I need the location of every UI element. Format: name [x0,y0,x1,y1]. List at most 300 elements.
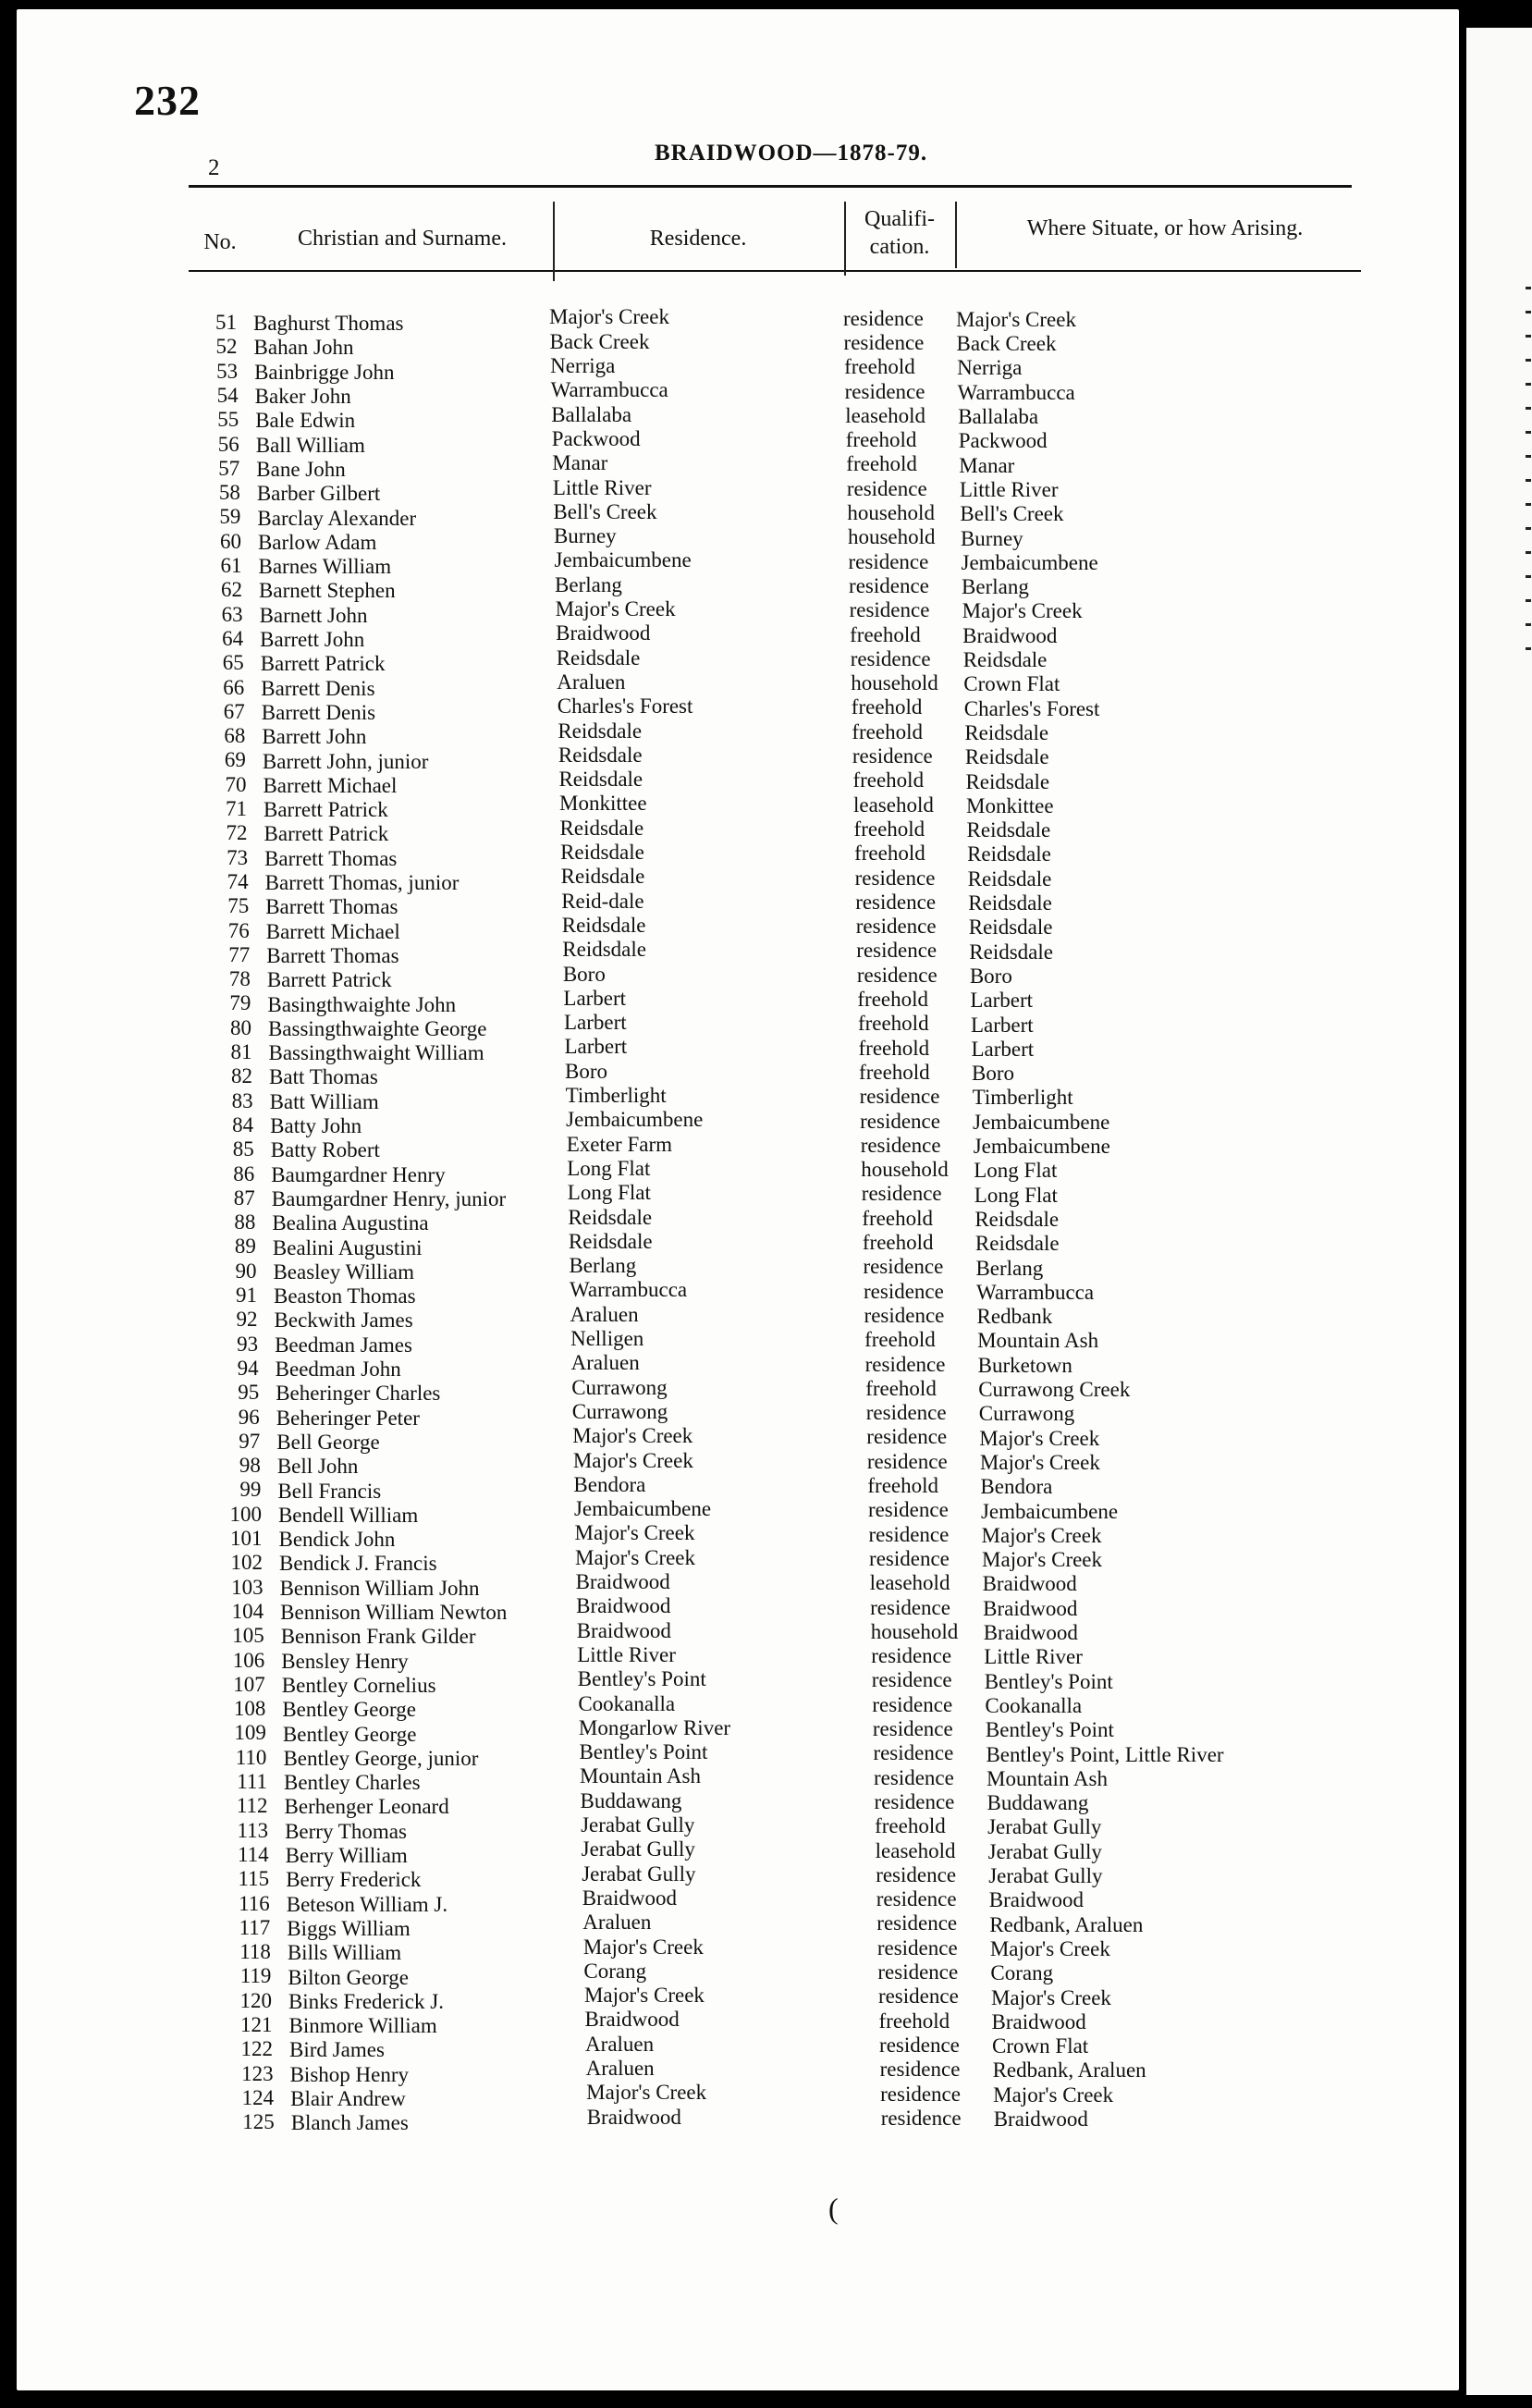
cell-no: 115 [238,1867,270,1891]
cell-no: 96 [238,1405,260,1429]
cell-qualification: residence [880,2106,962,2130]
cell-no: 86 [233,1161,255,1186]
cell-qualification: residence [850,646,931,670]
cell-name: Bentley George [282,1698,416,1722]
cell-no: 58 [218,481,240,505]
cell-no: 116 [239,1891,270,1915]
cell-name: Barnett John [259,603,368,627]
cell-name: Bishop Henry [289,2062,410,2086]
cell-name: Ball William [255,433,365,457]
cell-where: Mountain Ash [977,1329,1099,1353]
cell-where: Major's Creek [993,2082,1114,2107]
cell-residence: Braidwood [586,2105,681,2129]
cell-residence: Long Flat [567,1181,651,1205]
cell-name: Beckwith James [274,1308,413,1333]
cell-no: 111 [237,1770,267,1793]
cell-no: 122 [240,2037,274,2061]
cell-qualification: residence [879,2033,960,2057]
cell-where: Monkittee [966,793,1054,817]
cell-residence: Burney [553,524,617,548]
cell-residence: Major's Creek [572,1448,693,1472]
cell-where: Jerabat Gully [987,1839,1102,1863]
cell-no: 59 [219,505,241,529]
cell-name: Bainbrigge John [254,360,395,384]
cell-no: 119 [239,1964,272,1988]
cell-qualification: freehold [851,695,923,719]
cell-no: 99 [239,1478,262,1502]
cell-where: Bentley's Point, Little River [986,1742,1224,1766]
cell-residence: Braidwood [575,1570,670,1593]
cell-qualification: residence [844,379,925,403]
cell-residence: Major's Creek [574,1521,695,1545]
cell-no: 108 [233,1697,266,1721]
cell-no: 85 [232,1137,254,1161]
cell-no: 52 [215,335,238,359]
cell-no: 54 [216,383,239,407]
cell-no: 117 [239,1915,271,1939]
cell-qualification: residence [873,1741,954,1765]
cell-residence: Buddawang [580,1788,682,1812]
cell-no: 88 [234,1210,256,1235]
cell-no: 56 [217,432,239,456]
cell-qualification: residence [848,549,929,573]
cell-residence: Corang [583,1959,647,1983]
cell-residence: Mountain Ash [580,1764,701,1788]
cell-where: Major's Creek [956,307,1076,331]
cell-qualification: residence [860,1133,941,1157]
cell-qualification: residence [864,1352,946,1376]
cell-where: Braidwood [991,2009,1086,2033]
cell-no: 67 [223,699,245,723]
cell-name: Bale Edwin [255,409,356,433]
cell-residence: Jerabat Gully [582,1861,696,1886]
cell-qualification: freehold [852,719,923,743]
cell-name: Baumgardner Henry [271,1162,446,1186]
cell-name: Binmore William [288,2014,437,2038]
cell-no: 89 [234,1235,256,1259]
cell-where: Larbert [970,989,1034,1013]
cell-residence: Back Creek [549,329,650,353]
cell-qualification: residence [876,1935,958,1960]
header-top-rule [189,185,1352,188]
cell-where: Reidsdale [967,866,1052,891]
cell-residence: Ballalaba [551,402,632,426]
cell-where: Long Flat [974,1159,1058,1183]
cell-qualification: residence [872,1717,953,1740]
cell-name: Bennison William John [279,1576,480,1600]
cell-no: 55 [217,408,239,432]
cell-where: Redbank, Araluen [992,2058,1146,2082]
cell-name: Beasley William [273,1259,415,1284]
cell-where: Bentley's Point [984,1669,1113,1693]
cell-no: 83 [231,1088,253,1112]
cell-no: 106 [232,1648,265,1672]
cell-where: Reidsdale [969,940,1053,964]
cell-where: Reidsdale [965,769,1050,793]
cell-qualification: residence [856,939,938,963]
cell-residence: Berlang [555,572,622,596]
cell-qualification: residence [874,1789,955,1813]
cell-where: Back Creek [956,332,1057,356]
cell-no: 78 [228,967,251,991]
cell-no: 51 [215,311,237,334]
cell-qualification: residence [876,1911,958,1935]
cell-qualification: freehold [852,768,925,792]
cell-where: Major's Creek [990,1985,1111,2009]
cell-name: Barclay Alexander [257,506,417,530]
cell-name: Berry Frederick [286,1868,422,1892]
cell-residence: Major's Creek [582,1935,704,1959]
cell-where: Reidsdale [962,648,1048,671]
cell-where: Reidsdale [968,891,1052,915]
cell-where: Braidwood [983,1596,1078,1620]
cell-where: Redbank [976,1305,1053,1329]
cell-where: Major's Creek [979,1426,1100,1450]
cell-residence: Reidsdale [558,743,643,767]
cell-residence: Charles's Forest [557,694,693,719]
cell-qualification: residence [869,1546,950,1570]
cell-qualification: residence [861,1182,942,1206]
cell-residence: Braidwood [576,1594,671,1618]
header-name: Christian and Surname. [298,227,507,251]
cell-residence: Little River [552,475,652,499]
cell-no: 61 [220,554,242,577]
cell-no: 91 [236,1284,257,1307]
cell-residence: Currawong [571,1399,668,1423]
cell-qualification: residence [865,1401,947,1425]
cell-qualification: household [861,1158,949,1182]
cell-residence: Monkittee [559,792,647,816]
cell-where: Reidsdale [974,1232,1060,1256]
cell-qualification: freehold [862,1206,933,1230]
cell-where: Redbank, Araluen [989,1912,1144,1936]
cell-qualification: freehold [867,1474,939,1497]
header-residence: Residence. [649,227,747,251]
cell-name: Bealina Augustina [272,1211,429,1235]
cell-name: Bahan John [253,336,354,360]
cell-residence: Little River [577,1642,676,1666]
cell-residence: Araluen [582,1910,652,1935]
cell-no: 70 [225,772,247,796]
cell-residence: Jembaicumbene [573,1497,712,1521]
cell-where: Currawong Creek [978,1378,1131,1401]
cell-name: Barrett Patrick [264,798,388,822]
cell-name: Barber Gilbert [256,482,381,506]
cell-where: Warrambucca [976,1280,1095,1304]
cell-name: Barrett Thomas [266,943,399,967]
cell-name: Baghurst Thomas [253,312,404,336]
cell-residence: Mongarlow River [578,1715,731,1739]
cell-residence: Jerabat Gully [581,1837,695,1861]
cell-qualification: residence [870,1595,950,1619]
cell-no: 57 [218,456,240,480]
cell-where: Reidsdale [964,720,1049,744]
cell-qualification: residence [856,963,938,987]
cell-no: 84 [232,1112,254,1136]
cell-name: Bennison Frank Gilder [280,1625,476,1649]
cell-name: Beedman James [275,1333,412,1357]
cell-qualification: freehold [850,622,921,646]
cell-qualification: residence [866,1425,948,1449]
cell-residence: Araluen [570,1351,640,1375]
cell-name: Batt Thomas [269,1065,378,1089]
cell-name: Blair Andrew [290,2087,406,2111]
cell-no: 107 [233,1672,265,1696]
cell-where: Charles's Forest [963,696,1100,720]
cell-name: Binks Frederick J. [288,1989,444,2013]
cell-name: Bassingthwaight William [268,1041,484,1065]
cell-no: 82 [231,1064,253,1088]
cell-residence: Major's Creek [555,597,676,620]
cell-residence: Larbert [563,986,627,1010]
cell-qualification: leasehold [869,1571,950,1595]
cell-where: Major's Creek [989,1936,1110,1960]
cell-where: Buddawang [987,1791,1089,1815]
cell-no: 72 [226,821,248,845]
cell-where: Braidwood [988,1888,1084,1912]
header-divider-1 [553,202,555,281]
cell-name: Barnett Stephen [259,579,396,603]
cell-no: 87 [233,1186,255,1210]
cell-qualification: freehold [853,817,925,841]
cell-name: Bendick John [278,1528,396,1552]
cell-name: Berhenger Leonard [284,1795,449,1819]
cell-no: 94 [237,1356,259,1380]
cell-qualification: residence [864,1303,945,1327]
cell-qualification: residence [863,1255,944,1279]
cell-name: Barlow Adam [257,530,377,554]
cell-name: Barrett John, junior [262,749,429,773]
adjacent-page-marks [1526,287,1532,671]
cell-where: Cookanalla [985,1693,1083,1717]
cell-no: 79 [229,991,251,1015]
running-title: BRAIDWOOD—1878-79. [655,141,928,166]
cell-residence: Jembaicumbene [554,548,692,572]
cell-residence: Bell's Creek [553,499,657,523]
cell-qualification: residence [855,890,937,914]
cell-qualification: freehold [865,1376,937,1400]
cell-no: 113 [237,1818,269,1842]
cell-where: Burney [960,526,1023,550]
cell-name: Bennison William Newton [280,1601,508,1625]
cell-no: 95 [238,1381,260,1405]
cell-qualification: freehold [854,842,925,866]
cell-no: 125 [242,2110,275,2134]
cell-residence: Larbert [563,1011,627,1035]
cell-residence: Boro [565,1059,608,1083]
cell-where: Jerabat Gully [988,1864,1103,1887]
header-no: No. [203,230,237,254]
cell-name: Beheringer Charles [276,1382,441,1406]
cell-where: Jembaicumbene [980,1499,1119,1523]
cell-residence: Nerriga [550,354,616,377]
cell-no: 73 [227,845,249,869]
cell-no: 100 [229,1502,262,1526]
cell-no: 74 [227,869,249,893]
cell-where: Boro [969,964,1012,988]
cell-no: 90 [235,1259,257,1283]
cell-qualification: freehold [857,1012,929,1036]
cell-where: Jembaicumbene [973,1135,1110,1158]
cell-name: Barrett Patrick [266,968,392,992]
cell-name: Bell George [276,1430,380,1454]
cell-qualification: residence [874,1765,954,1789]
cell-name: Berry Thomas [285,1819,407,1843]
cell-residence: Exeter Farm [566,1132,673,1156]
cell-residence: Braidwood [584,2008,680,2032]
cell-name: Berry William [285,1844,408,1868]
cell-where: Crown Flat [992,2034,1089,2058]
cell-no: 93 [237,1332,259,1356]
cell-where: Jerabat Gully [987,1815,1102,1839]
cell-no: 75 [227,894,250,918]
cell-no: 118 [239,1940,271,1964]
cell-where: Larbert [970,1013,1034,1037]
cell-qualification: freehold [862,1231,934,1254]
cell-residence: Reidsdale [561,913,646,937]
cell-name: Bird James [289,2038,385,2062]
cell-name: Barrett John [260,628,365,652]
cell-qualification: residence [855,915,937,939]
cell-name: Beteson William J. [286,1892,448,1916]
cell-where: Ballalaba [958,405,1039,428]
cell-residence: Warrambucca [570,1278,688,1302]
cell-qualification: freehold [844,355,915,379]
cell-no: 98 [239,1454,261,1478]
cell-name: Bell Francis [277,1479,382,1503]
cell-qualification: residence [876,1887,957,1911]
cell-qualification: residence [843,330,925,354]
cell-where: Major's Creek [981,1523,1102,1547]
cell-qualification: residence [864,1279,944,1303]
cell-residence: Major's Creek [586,2081,707,2105]
cell-residence: Araluen [570,1302,639,1326]
cell-name: Barrett Denis [261,700,376,724]
cell-name: Bendick J. Francis [279,1552,437,1576]
cell-residence: Braidwood [576,1618,671,1642]
cell-residence: Braidwood [582,1886,677,1910]
cell-where: Packwood [958,429,1048,453]
cell-where: Major's Creek [962,599,1083,623]
cell-no: 69 [224,748,246,772]
cell-residence: Reidsdale [560,865,645,889]
cell-where: Reidsdale [974,1207,1060,1231]
cell-qualification: residence [849,598,930,622]
cell-residence: Jembaicumbene [566,1108,704,1132]
cell-where: Corang [990,1961,1054,1985]
cell-where: Major's Creek [979,1450,1100,1474]
cell-qualification: leasehold [853,792,934,817]
cell-residence: Manar [552,451,608,475]
cell-no: 121 [240,2013,273,2036]
cell-residence: Araluen [585,2032,655,2056]
cell-where: Braidwood [983,1621,1078,1644]
cell-where: Mountain Ash [987,1766,1108,1790]
cell-name: Barnes William [258,555,392,579]
cell-no: 105 [232,1624,264,1648]
cell-residence: Nelligen [570,1327,644,1350]
cell-where: Warrambucca [957,380,1075,404]
cell-qualification: residence [859,1085,940,1109]
cell-name: Baker John [254,385,351,409]
cell-no: 64 [222,626,244,650]
cell-no: 92 [236,1308,258,1332]
cell-no: 103 [231,1575,264,1599]
cell-where: Bentley's Point [985,1718,1114,1742]
cell-where: Reidsdale [968,915,1053,940]
cell-where: Burketown [977,1353,1072,1377]
cell-name: Basingthwaighte John [267,992,457,1016]
cell-residence: Araluen [557,670,626,694]
cell-no: 81 [230,1040,252,1063]
cell-where: Crown Flat [963,672,1060,696]
cell-qualification: freehold [845,428,917,452]
cell-residence: Reidsdale [568,1205,653,1229]
cell-residence: Araluen [585,2057,655,2080]
cell-name: Bealini Augustini [272,1235,423,1259]
sheet-number: 2 [208,155,220,180]
cell-where: Bell's Creek [960,502,1064,526]
cell-no: 62 [221,578,243,602]
cell-where: Jembaicumbene [973,1110,1110,1134]
cell-name: Bentley George [282,1722,417,1746]
cell-residence: Bentley's Point [577,1667,706,1691]
cell-residence: Reidsdale [556,645,641,670]
cell-no: 112 [236,1794,268,1818]
cell-where: Berlang [962,575,1029,599]
cell-qualification: leasehold [875,1838,956,1862]
cell-no: 120 [239,1988,272,2012]
cell-residence: Currawong [571,1375,668,1399]
cell-residence: Boro [562,962,606,986]
cell-where: Bendora [980,1475,1053,1499]
cell-name: Bassingthwaighte George [267,1016,487,1040]
cell-no: 65 [222,651,244,675]
cell-qualification: household [847,525,936,549]
cell-where: Major's Creek [982,1548,1103,1572]
cell-where: Reidsdale [964,745,1049,769]
adjacent-page-edge [1466,28,1532,2395]
cell-qualification: household [851,671,938,695]
cell-no: 124 [241,2085,275,2109]
cell-name: Barrett Patrick [264,822,389,846]
cell-name: Bentley Charles [284,1771,421,1795]
cell-name: Barrett John [262,725,367,749]
cell-name: Bensley Henry [281,1649,409,1673]
cell-residence: Reidsdale [558,768,643,792]
page-number: 232 [134,77,201,124]
cell-where: Reidsdale [967,842,1051,866]
cell-residence: Major's Creek [575,1545,696,1569]
cell-name: Barrett Thomas [264,846,398,870]
cell-name: Blanch James [290,2111,409,2135]
cell-name: Beheringer Peter [276,1406,420,1430]
cell-qualification: freehold [857,988,929,1011]
cell-no: 76 [227,918,250,942]
cell-name: Bentley Cornelius [281,1673,436,1697]
cell-residence: Major's Creek [549,305,669,329]
cell-qualification: leasehold [845,403,926,427]
cell-where: Nerriga [957,356,1023,380]
cell-residence: Bentley's Point [579,1740,708,1764]
cell-qualification: residence [871,1644,952,1668]
cell-name: Batt William [269,1089,379,1113]
cell-name: Barrett Patrick [260,652,386,676]
cell-qualification: residence [871,1668,952,1692]
cell-where: Braidwood [962,623,1058,647]
cell-qualification: residence [879,2058,961,2082]
cell-residence: Reidsdale [559,816,644,840]
